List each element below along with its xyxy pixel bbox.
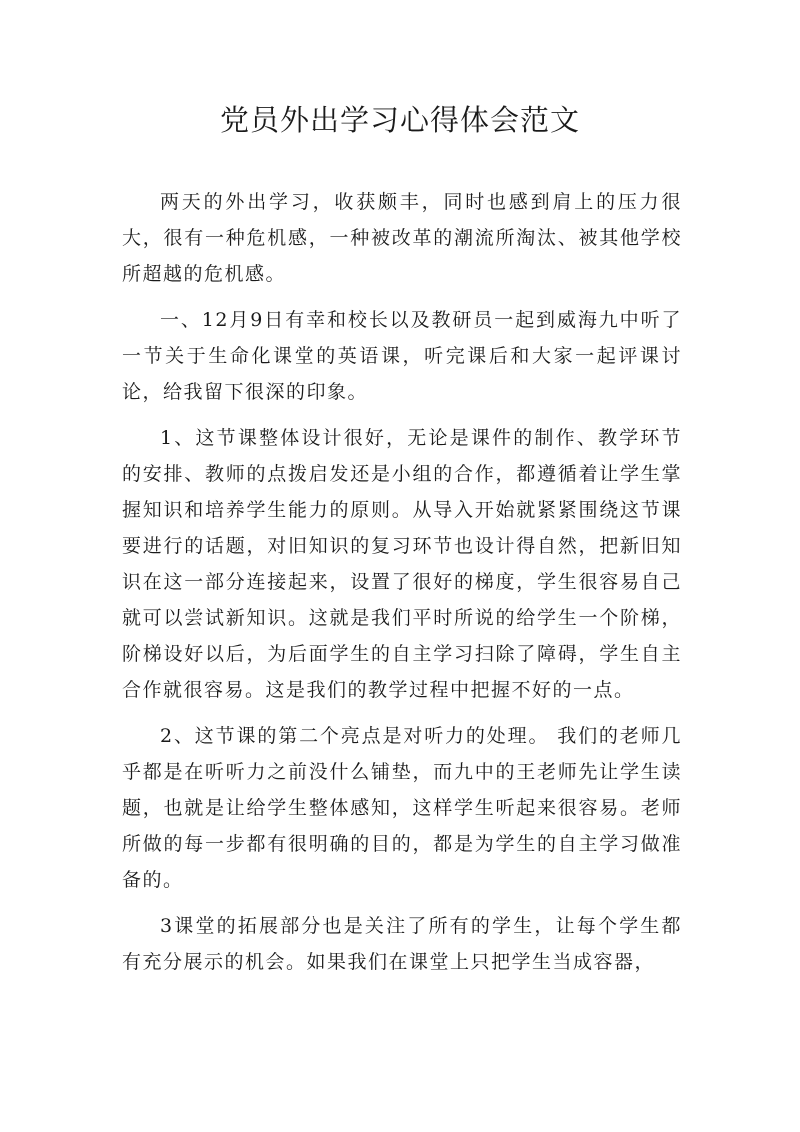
paragraph-section-one: 一、12月9日有幸和校长以及教研员一起到威海九中听了一节关于生命化课堂的英语课，听完课后和大家一起评课讨论，给我留下很深的印象。 bbox=[122, 309, 682, 403]
paragraph-point-three: 3课堂的拓展部分也是关注了所有的学生，让每个学生都有充分展示的机会。如果我们在课堂上只把学生当成容器， bbox=[122, 915, 682, 973]
paragraph-intro: 两天的外出学习，收获颇丰，同时也感到肩上的压力很大，很有一种危机感，一种被改革的潮流所淘汰、被其他学校所超越的危机感。 bbox=[122, 191, 682, 285]
document-body bbox=[122, 184, 682, 990]
document-title: 党员外出学习心得体会范文 bbox=[219, 103, 580, 137]
paragraph-point-two: 2、这节课的第二个亮点是对听力的处理。 我们的老师几乎都是在听听力之前没什么铺垫，而九中的王老师先让学生读题，也就是让给学生整体感知，这样学生听起来很容易。老师所做的每一步都有很明确的目的，都是为学生的自主学习做准备的。 bbox=[122, 725, 682, 891]
paragraph-point-one: 1、这节课整体设计很好，无论是课件的制作、教学环节的安排、教师的点拨启发还是小组的合作，都遵循着让学生掌握知识和培养学生能力的原则。从导入开始就紧紧围绕这节课要进行的话题，对旧知识的复习环节也设计得自然，把新旧知识在这一部分连接起来，设置了很好的梯度，学生很容易自己就可以尝试新知识。这就是我们平时所说的给学生一个阶梯，阶梯设好以后，为后面学生的自主学习扫除了障碍，学生自主合作就很容易。这是我们的教学过程中把握不好的一点。 bbox=[122, 427, 682, 701]
